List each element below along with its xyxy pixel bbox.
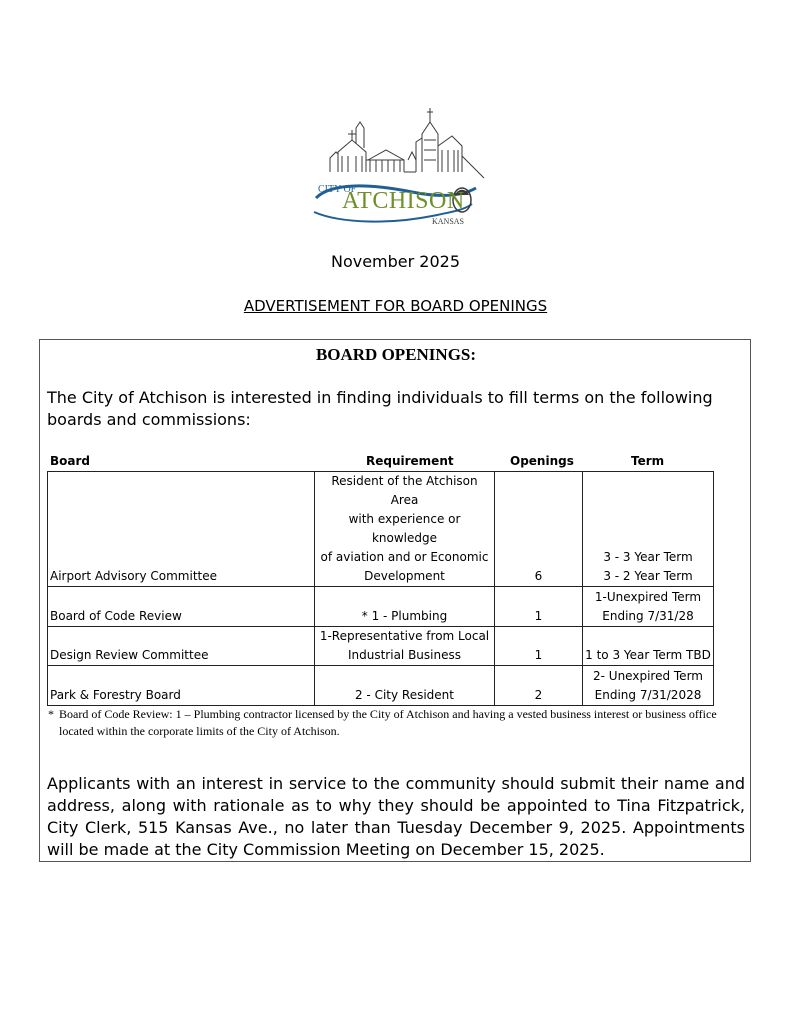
board-name-cell: Airport Advisory Committee bbox=[48, 472, 315, 587]
application-instructions: Applicants with an interest in service to the community should submit their name and address, along with rationale as to why they should be appointed to Tina Fitzpatrick, City Clerk, 515 Kansas Ave., no later than Tuesday December 9, 2025. Appointments will be made at the City Commission Meeting on December 15, 2025. bbox=[47, 774, 745, 859]
board-openings-table bbox=[47, 471, 714, 706]
board-name-cell: Park & Forestry Board bbox=[48, 666, 315, 706]
requirement-cell bbox=[315, 627, 495, 666]
term-cell-line: Ending 7/31/2028 bbox=[594, 688, 702, 702]
issue-date: November 2025 bbox=[330, 252, 461, 271]
term-cell bbox=[583, 627, 714, 666]
table-row bbox=[48, 627, 714, 666]
board-openings-box bbox=[39, 339, 751, 862]
board-name-cell: Design Review Committee bbox=[48, 627, 315, 666]
requirement-cell-line: Resident of the Atchison Area bbox=[331, 474, 478, 507]
table-row bbox=[48, 472, 714, 587]
advertisement-title bbox=[0, 297, 791, 315]
city-logo bbox=[312, 100, 492, 230]
term-cell-line: Ending 7/31/28 bbox=[602, 609, 694, 623]
requirement-cell-line: Development bbox=[364, 569, 445, 583]
logo-kansas: KANSAS bbox=[432, 217, 465, 226]
header-term: Term bbox=[631, 454, 665, 468]
openings-cell: 2 bbox=[495, 666, 583, 706]
header-requirement: Requirement bbox=[366, 454, 454, 468]
term-cell-line: 3 - 2 Year Term bbox=[603, 569, 693, 583]
openings-cell: 6 bbox=[495, 472, 583, 587]
header-openings: Openings bbox=[510, 454, 574, 468]
requirement-cell-line: with experience or knowledge bbox=[348, 512, 461, 545]
logo-atchison: ATCHISON bbox=[342, 188, 465, 214]
requirement-cell bbox=[315, 587, 495, 627]
footnote bbox=[48, 706, 746, 738]
footnote-text: Board of Code Review: 1 – Plumbing contractor licensed by the City of Atchison and having a vested business interest or business office located within the corporate limits of the City of Atchison. bbox=[59, 707, 717, 738]
header-board: Board bbox=[50, 454, 90, 468]
box-heading: BOARD OPENINGS: bbox=[315, 345, 477, 364]
requirement-cell bbox=[315, 666, 495, 706]
requirement-cell-line: 1-Representative from Local bbox=[319, 629, 490, 643]
requirement-cell bbox=[315, 472, 495, 587]
term-cell bbox=[583, 472, 714, 587]
atchison-skyline-logo bbox=[312, 100, 492, 230]
term-cell-line: 1 to 3 Year Term TBD bbox=[585, 648, 711, 662]
table-row bbox=[48, 666, 714, 706]
requirement-cell-line: 2 - City Resident bbox=[354, 688, 454, 702]
footnote-marker: * bbox=[48, 707, 54, 721]
table-row bbox=[48, 587, 714, 627]
requirement-cell-line: Industrial Business bbox=[347, 648, 461, 662]
openings-cell: 1 bbox=[495, 587, 583, 627]
requirement-cell-line: of aviation and or Economic bbox=[320, 550, 489, 564]
term-cell bbox=[583, 666, 714, 706]
intro-paragraph: The City of Atchison is interested in finding individuals to fill terms on the following boards and commissions: bbox=[47, 388, 713, 429]
term-cell-line: 3 - 3 Year Term bbox=[603, 550, 693, 564]
logo-city-of: CITY OF bbox=[318, 184, 357, 195]
term-cell-line: 1-Unexpired Term bbox=[594, 590, 702, 604]
board-name-cell: Board of Code Review bbox=[48, 587, 315, 627]
advertisement-title-text: ADVERTISEMENT FOR BOARD OPENINGS bbox=[243, 297, 548, 315]
requirement-cell-line: * 1 - Plumbing bbox=[361, 609, 448, 623]
term-cell-line: 2- Unexpired Term bbox=[593, 669, 703, 683]
term-cell bbox=[583, 587, 714, 627]
openings-cell: 1 bbox=[495, 627, 583, 666]
